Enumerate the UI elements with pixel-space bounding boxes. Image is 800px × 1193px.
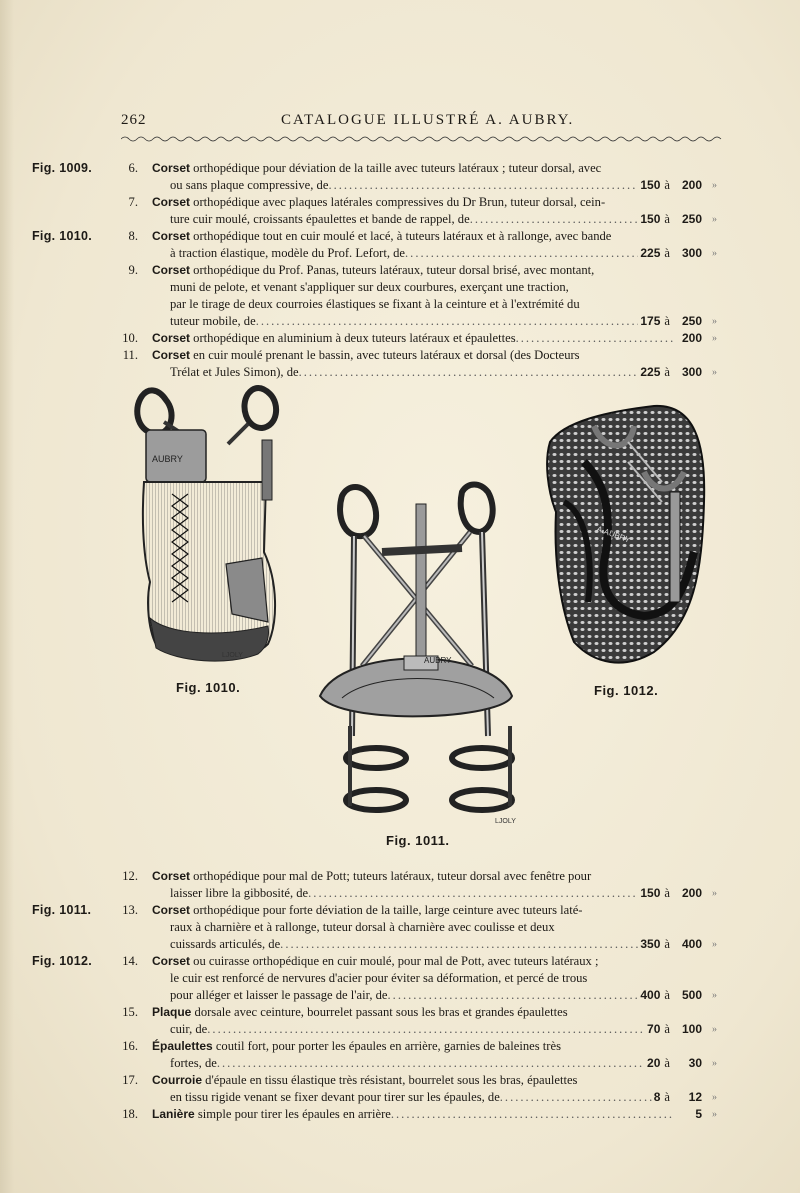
currency-mark: »: [712, 180, 717, 191]
figure-1011-caption: Fig. 1011.: [386, 833, 450, 848]
entry-line: [170, 919, 674, 936]
catalogue-entry: [0, 228, 800, 262]
entry-text: tuteur mobile, de: [170, 314, 256, 328]
entry-number: 16.: [122, 1039, 138, 1053]
entry-line: [170, 364, 674, 381]
entry-line: [152, 228, 674, 245]
price-max: 250: [681, 212, 702, 226]
entry-lead-word: Courroie: [152, 1073, 203, 1087]
price-max: 5: [695, 1107, 702, 1121]
entry-number: 10.: [122, 331, 138, 345]
leader-dots: [256, 313, 639, 330]
leader-dots: [470, 211, 639, 228]
entry-line: [170, 970, 674, 987]
entry-text: le cuir est renforcé de nervures d'acier pour éviter sa déformation, et percé de trous: [170, 971, 588, 985]
entry-lead-word: Corset: [152, 263, 191, 277]
figure-reference: Fig. 1009.: [32, 161, 92, 175]
catalogue-entry: [0, 1004, 800, 1038]
price-max: 200: [681, 178, 702, 192]
price-separator: à: [664, 1056, 670, 1070]
entry-text: laisser libre la gibbosité, de: [170, 886, 309, 900]
figure-1010-label: AUBRY: [152, 454, 183, 464]
entry-text: orthopédique pour forte déviation de la taille, large ceinture avec tuteurs laté-: [193, 903, 583, 917]
entry-text: en cuir moulé prenant le bassin, avec tuteurs latéraux et dorsal (des Docteurs: [193, 348, 580, 362]
entry-number: 18.: [122, 1107, 138, 1121]
entry-text: orthopédique pour mal de Pott; tuteurs latéraux, tuteur dorsal avec fenêtre pour: [193, 869, 592, 883]
price-min: 350: [640, 937, 661, 951]
figure-reference: Fig. 1011.: [32, 903, 92, 917]
entry-text: dorsale avec ceinture, bourrelet passant sous les bras et grandes épaulettes: [194, 1005, 568, 1019]
leader-dots: [388, 987, 639, 1004]
figure-1011-frame-corset: [312, 476, 522, 836]
catalogue-entry: [0, 194, 800, 228]
price-max: 30: [688, 1056, 702, 1070]
currency-mark: »: [712, 316, 717, 327]
entry-text: orthopédique en aluminium à deux tuteurs latéraux et épaulettes: [193, 331, 516, 345]
entry-text: ou cuirasse orthopédique en cuir moulé, pour mal de Pott, avec tuteurs latéraux ;: [193, 954, 599, 968]
figure-reference: Fig. 1012.: [32, 954, 92, 968]
price-min: 150: [640, 212, 661, 226]
catalogue-entry: [0, 902, 800, 953]
leader-dots: [308, 885, 638, 902]
currency-mark: »: [712, 1092, 717, 1103]
leader-dots: [405, 245, 638, 262]
price-max: 200: [681, 886, 702, 900]
entry-line: [170, 1055, 674, 1072]
entry-text: fortes, de: [170, 1056, 217, 1070]
currency-mark: »: [712, 1024, 717, 1035]
price-min: 225: [640, 246, 661, 260]
entry-text: coutil fort, pour porter les épaules en arrière, garnies de baleines très: [215, 1039, 561, 1053]
entry-text: par le tirage de deux courroies élastiques se fixant à la ceinture et à l'extrémité du: [170, 297, 580, 311]
entry-text: à traction élastique, modèle du Prof. Lefort, de: [170, 246, 406, 260]
price-min: 8: [653, 1090, 661, 1104]
entry-line: [152, 902, 674, 919]
entry-line: [152, 1106, 674, 1123]
entry-line: [170, 936, 674, 953]
currency-mark: »: [712, 1109, 717, 1120]
currency-mark: »: [712, 333, 717, 344]
price-max: 100: [681, 1022, 702, 1036]
price-max: 300: [681, 365, 702, 379]
figure-1010-laced-corset: [128, 382, 288, 672]
figure-1011-label: AUBRY: [424, 656, 452, 665]
entry-text: cuir, de: [170, 1022, 208, 1036]
price-max: 400: [681, 937, 702, 951]
entry-text: simple pour tirer les épaules en arrière: [197, 1107, 391, 1121]
entry-text: Trélat et Jules Simon), de: [170, 365, 299, 379]
figure-1012-label: A.AUBRY: [595, 524, 632, 545]
entry-text: ture cuir moulé, croissants épaulettes et bande de rappel, de: [170, 212, 470, 226]
entry-lead-word: Plaque: [152, 1005, 192, 1019]
entry-line: [152, 953, 674, 970]
catalogue-entry: [0, 868, 800, 902]
entry-line: [170, 211, 674, 228]
figure-1012-caption: Fig. 1012.: [594, 683, 659, 698]
entry-number: 6.: [128, 161, 138, 175]
price-max: 200: [681, 331, 702, 345]
leader-dots: [217, 1055, 645, 1072]
entry-lead-word: Corset: [152, 195, 191, 209]
entry-text: orthopédique pour déviation de la taille avec tuteurs latéraux ; tuteur dorsal, avec: [193, 161, 602, 175]
entry-number: 9.: [128, 263, 138, 277]
entry-line: [170, 987, 674, 1004]
price-min: 225: [640, 365, 661, 379]
entry-number: 11.: [122, 348, 138, 362]
leader-dots: [280, 936, 638, 953]
entry-lead-word: Corset: [152, 229, 191, 243]
entry-line: [170, 296, 674, 313]
price-min: 175: [640, 314, 661, 328]
price-separator: à: [664, 886, 670, 900]
entry-number: 8.: [128, 229, 138, 243]
price-separator: à: [664, 314, 670, 328]
currency-mark: »: [712, 1058, 717, 1069]
leader-dots: [391, 1106, 674, 1123]
currency-mark: »: [712, 990, 717, 1001]
entry-text: pour alléger et laisser le passage de l'air, de: [170, 988, 388, 1002]
entry-lead-word: Corset: [152, 954, 191, 968]
price-max: 12: [688, 1090, 702, 1104]
entry-text: muni de pelote, et venant s'appliquer sur deux courbures, exerçant une traction,: [170, 280, 569, 294]
entry-text: ou sans plaque compressive, de: [170, 178, 329, 192]
entry-text: cuissards articulés, de: [170, 937, 281, 951]
entry-lead-word: Corset: [152, 869, 191, 883]
leader-dots: [207, 1021, 645, 1038]
catalogue-entry: [0, 1072, 800, 1106]
entry-line: [170, 177, 674, 194]
page-number: 262: [121, 112, 147, 128]
catalogue-entry: [0, 1038, 800, 1072]
entry-text: d'épaule en tissu élastique très résistant, bourrelet sous les bras, épaulettes: [205, 1073, 578, 1087]
price-separator: à: [664, 212, 670, 226]
figure-reference: Fig. 1010.: [32, 229, 92, 243]
currency-mark: »: [712, 214, 717, 225]
page-header: [121, 112, 723, 132]
catalogue-entry: [0, 330, 800, 347]
entry-line: [152, 1004, 674, 1021]
entry-number: 15.: [122, 1005, 138, 1019]
entry-line: [152, 347, 674, 364]
entry-line: [152, 160, 674, 177]
entry-line: [152, 868, 674, 885]
currency-mark: »: [712, 939, 717, 950]
price-separator: à: [664, 246, 670, 260]
catalogue-entry: [0, 953, 800, 1004]
leader-dots: [500, 1089, 652, 1106]
entry-line: [152, 262, 674, 279]
entry-lead-word: Corset: [152, 161, 191, 175]
leader-dots: [328, 177, 638, 194]
entry-text: en tissu rigide venant se fixer devant pour tirer sur les épaules, de: [170, 1090, 500, 1104]
entry-line: [170, 1021, 674, 1038]
price-min: 150: [640, 886, 661, 900]
entry-number: 12.: [122, 869, 138, 883]
catalogue-entry: [0, 262, 800, 330]
entry-text: orthopédique du Prof. Panas, tuteurs latéraux, tuteur dorsal brisé, avec montant,: [193, 263, 595, 277]
price-max: 500: [681, 988, 702, 1002]
currency-mark: »: [712, 367, 717, 378]
figure-1011-signature: LJOLY: [495, 818, 516, 825]
price-separator: à: [664, 178, 670, 192]
price-separator: à: [664, 937, 670, 951]
price-min: 70: [647, 1022, 661, 1036]
entry-number: 17.: [122, 1073, 138, 1087]
price-max: 250: [681, 314, 702, 328]
entry-lead-word: Corset: [152, 348, 191, 362]
catalogue-entry: [0, 347, 800, 381]
figure-1010-caption: Fig. 1010.: [176, 680, 241, 695]
entry-text: orthopédique tout en cuir moulé et lacé, à tuteurs latéraux et à rallonge, avec bande: [193, 229, 612, 243]
price-separator: à: [664, 1090, 670, 1104]
entry-line: [170, 245, 674, 262]
entry-line: [170, 279, 674, 296]
catalogue-entry: [0, 160, 800, 194]
entry-line: [152, 194, 674, 211]
entry-text: raux à charnière et à rallonge, tuteur dorsal à charnière avec coulisse et deux: [170, 920, 555, 934]
price-separator: à: [664, 365, 670, 379]
entry-line: [170, 313, 674, 330]
price-min: 20: [647, 1056, 661, 1070]
leader-dots: [516, 330, 674, 347]
price-max: 300: [681, 246, 702, 260]
header-wavy-rule: [121, 135, 725, 143]
entry-lead-word: Épaulettes: [152, 1039, 213, 1053]
catalogue-entry: [0, 1106, 800, 1123]
currency-mark: »: [712, 888, 717, 899]
price-separator: à: [664, 988, 670, 1002]
price-separator: à: [664, 1022, 670, 1036]
entry-number: 14.: [122, 954, 138, 968]
price-min: 150: [640, 178, 661, 192]
price-min: 400: [640, 988, 661, 1002]
entry-line: [152, 1072, 674, 1089]
page-title: CATALOGUE ILLUSTRÉ A. AUBRY.: [281, 112, 575, 128]
entry-number: 7.: [128, 195, 138, 209]
entry-line: [152, 330, 674, 347]
entry-lead-word: Corset: [152, 331, 191, 345]
entry-lead-word: Corset: [152, 903, 191, 917]
entry-line: [152, 1038, 674, 1055]
figure-1010-signature: LJOLY: [222, 652, 243, 659]
leader-dots: [299, 364, 639, 381]
entry-number: 13.: [122, 903, 138, 917]
entry-lead-word: Lanière: [152, 1107, 195, 1121]
entry-line: [170, 1089, 674, 1106]
currency-mark: »: [712, 248, 717, 259]
entry-line: [170, 885, 674, 902]
entry-text: orthopédique avec plaques latérales compressives du Dr Brun, tuteur dorsal, cein-: [193, 195, 606, 209]
